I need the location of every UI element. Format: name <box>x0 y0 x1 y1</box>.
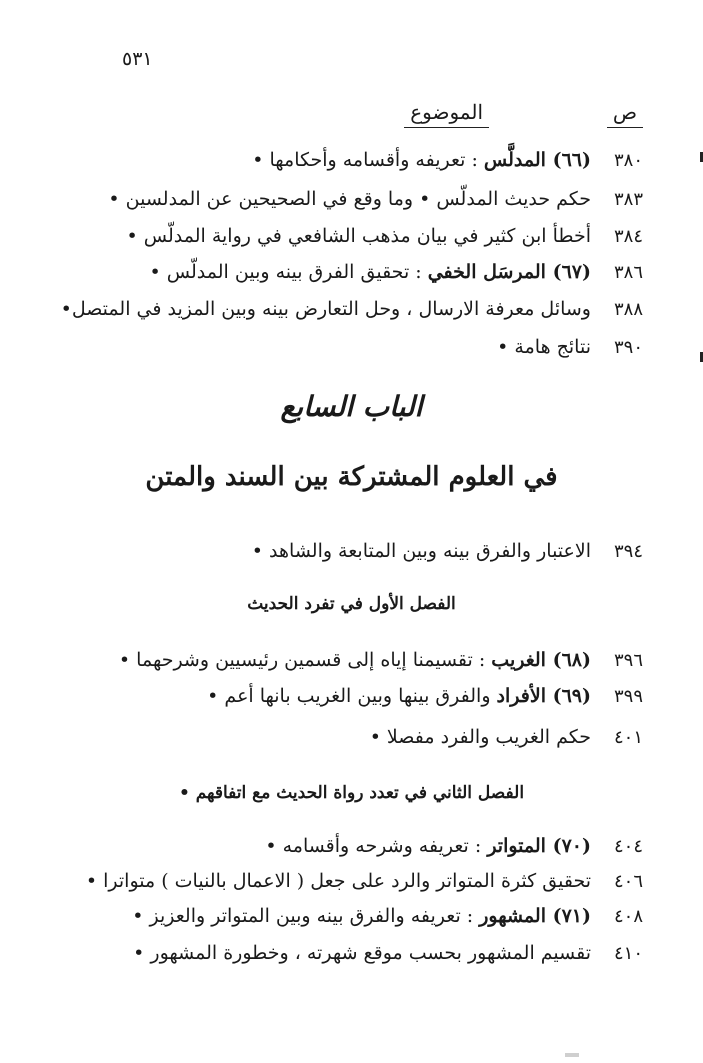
index-entry <box>80 866 643 896</box>
entry-description: : تحقيق الفرق بينه وبين المدلّس • <box>149 261 428 283</box>
index-entry <box>80 722 643 752</box>
entry-description: أخطأ ابن كثير في بيان مذهب الشافعي في رواية المدلّس • <box>126 225 591 247</box>
entry-text <box>252 149 591 171</box>
entry-term: (٧١) المشهور <box>479 905 591 927</box>
chapter-title: الباب السابع <box>280 390 423 423</box>
entry-description: نتائج هامة • <box>497 336 591 358</box>
entry-page-number: ٣٨٠ <box>613 149 643 171</box>
index-entry <box>80 257 643 287</box>
index-entry <box>80 184 643 214</box>
entry-page-number: ٣٨٦ <box>613 261 643 283</box>
entry-text <box>108 188 591 210</box>
index-entry <box>80 681 643 711</box>
topic-column-header: الموضوع <box>404 100 489 128</box>
index-entry <box>60 294 643 324</box>
entry-term: (٦٧) المرسَل الخفي <box>427 261 591 283</box>
entry-text <box>86 870 591 892</box>
chapter-one-heading: الفصل الأول في تفرد الحديث <box>247 594 456 614</box>
entry-page-number: ٣٨٤ <box>613 225 643 247</box>
index-entry <box>80 645 643 675</box>
entry-page-number: ٣٩٦ <box>613 649 643 671</box>
index-entry <box>80 831 643 861</box>
entry-text <box>61 298 591 320</box>
entry-text <box>207 685 591 707</box>
entry-page-number: ٣٩٤ <box>613 540 643 562</box>
page-column-header: ص <box>607 100 643 128</box>
entry-page-number: ٣٨٨ <box>613 298 643 320</box>
chapter-two-heading: الفصل الثاني في تعدد رواة الحديث مع اتفاقهم • <box>178 783 525 803</box>
entry-page-number: ٤٠٤ <box>613 835 643 857</box>
entry-page-number: ٣٩٠ <box>613 336 643 358</box>
index-entry <box>80 145 643 175</box>
index-entry <box>80 536 643 566</box>
scan-smudge <box>565 1053 579 1057</box>
entry-description: حكم الغريب والفرد مفصلا • <box>369 726 591 748</box>
entry-description: حكم حديث المدلّس • وما وقع في الصحيحين عن المدلسين • <box>108 188 591 210</box>
index-entry <box>80 332 643 362</box>
entry-description: تحقيق كثرة المتواتر والرد على جعل ( الاعمال بالنيات ) متواترا • <box>85 870 591 892</box>
entry-page-number: ٤٠٨ <box>613 905 643 927</box>
entry-page-number: ٣٩٩ <box>613 685 643 707</box>
page-number: ٥٣١ <box>122 48 153 70</box>
entry-text <box>265 835 591 857</box>
entry-term: (٧٠) المتواتر <box>487 835 591 857</box>
entry-description: الاعتبار والفرق بينه وبين المتابعة والشاهد • <box>251 540 591 562</box>
entry-page-number: ٤١٠ <box>613 942 643 964</box>
entry-description: : تعريفه وأقسامه وأحكامها • <box>252 149 484 171</box>
entry-description: : تعريفه وشرحه وأقسامه • <box>265 835 488 857</box>
entry-text <box>150 261 591 283</box>
entry-text <box>497 336 591 358</box>
entry-text <box>370 726 591 748</box>
entry-description: : تقسيمنا إياه إلى قسمين رئيسيين وشرحهما • <box>118 649 492 671</box>
entry-description: والفرق بينها وبين الغريب بانها أعم • <box>207 685 497 707</box>
entry-text <box>127 225 592 247</box>
entry-description: تقسيم المشهور بحسب موقع شهرته ، وخطورة المشهور • <box>133 942 591 964</box>
entry-term: (٦٨) الغريب <box>491 649 591 671</box>
entry-text <box>119 649 591 671</box>
column-headers <box>0 100 703 134</box>
index-entry <box>80 901 643 931</box>
index-entry <box>80 938 643 968</box>
entry-description: : تعريفه والفرق بينه وبين المتواتر والعزيز • <box>132 905 480 927</box>
index-entry <box>80 221 643 251</box>
entry-page-number: ٤٠١ <box>613 726 643 748</box>
entry-description: وسائل معرفة الارسال ، وحل التعارض بينه وبين المزيد في المتصل• <box>60 298 591 320</box>
entry-text <box>252 540 591 562</box>
entry-text <box>132 905 591 927</box>
entry-page-number: ٣٨٣ <box>613 188 643 210</box>
section-title: في العلوم المشتركة بين السند والمتن <box>145 462 558 492</box>
entry-term: (٦٦) المدلَّس <box>483 149 591 171</box>
entry-page-number: ٤٠٦ <box>613 870 643 892</box>
entry-text <box>133 942 591 964</box>
entry-term: (٦٩) الأفراد <box>496 685 591 707</box>
